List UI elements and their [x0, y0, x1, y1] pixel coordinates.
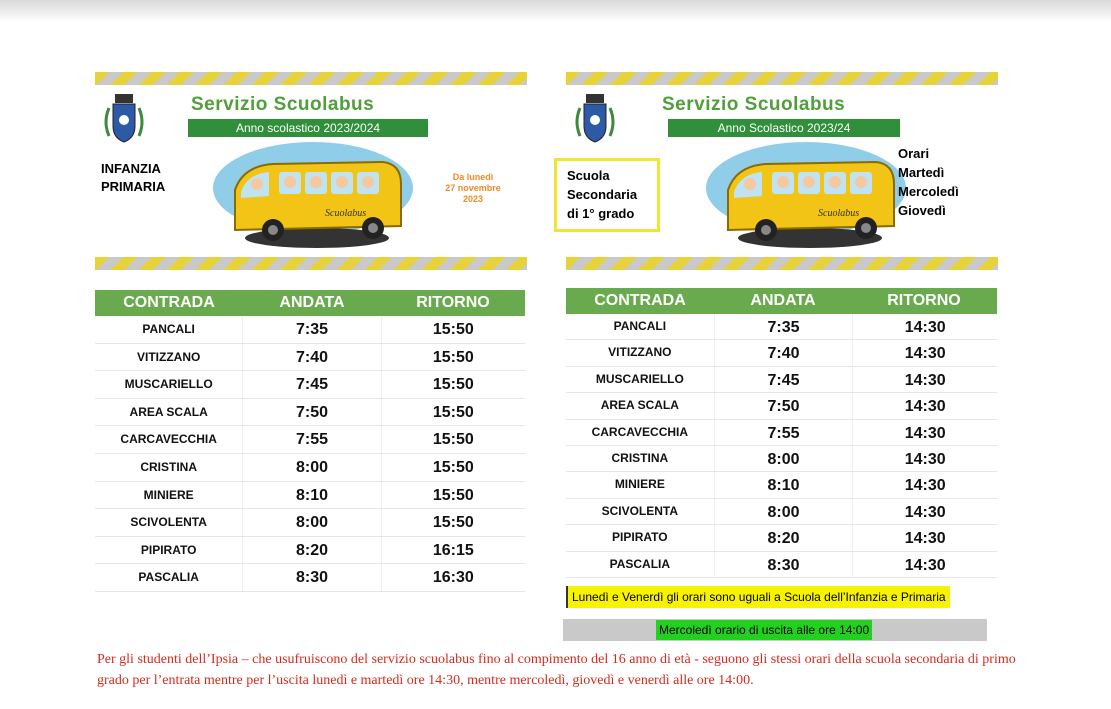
schedule-table-primary [95, 290, 525, 592]
table-row [95, 537, 525, 565]
days-note: Orari Martedì Mercoledì Giovedì [898, 146, 959, 218]
table-row [95, 344, 525, 372]
departure-time: 8:20 [243, 537, 381, 564]
departure-time: 7:45 [715, 367, 854, 392]
stop-name: AREA SCALA [566, 393, 715, 418]
stop-name: VITIZZANO [95, 344, 243, 371]
return-time: 15:50 [432, 348, 474, 366]
departure-time: 7:40 [715, 340, 854, 365]
table-row [566, 367, 997, 393]
return-time: 14:30 [904, 398, 946, 416]
table-row [566, 552, 997, 578]
stop-name: MUSCARIELLO [566, 367, 715, 392]
right-poster-header [566, 72, 998, 272]
hazard-stripe-bottom [95, 257, 527, 270]
hazard-stripe-top [566, 72, 998, 85]
table-header [95, 290, 525, 316]
return-time: 15:50 [432, 321, 474, 338]
table-row [95, 564, 525, 592]
return-time: 14:30 [904, 424, 946, 442]
schedule-table-secondary [566, 288, 997, 578]
return-time: 16:15 [432, 541, 474, 559]
stop-name: AREA SCALA [95, 399, 243, 426]
departure-time: 7:35 [243, 316, 381, 343]
school-bus-icon [213, 140, 413, 252]
departure-time: 7:55 [715, 420, 854, 445]
coat-of-arms-icon [101, 92, 147, 148]
poster-title: Servizio Scuolabus [191, 94, 375, 115]
table-row [95, 316, 525, 344]
header-andata: ANDATA [279, 294, 345, 311]
departure-time: 7:45 [243, 371, 381, 398]
return-time: 15:50 [432, 431, 474, 449]
return-time: 16:30 [432, 569, 474, 587]
top-shadow [0, 0, 1111, 22]
header-contrada: CONTRADA [594, 292, 686, 309]
table-row [566, 393, 997, 419]
header-contrada: CONTRADA [123, 294, 215, 311]
header-andata: ANDATA [750, 292, 816, 309]
stop-name: MUSCARIELLO [95, 371, 243, 398]
table-row [566, 472, 997, 498]
return-time: 14:30 [904, 345, 946, 363]
departure-time: 7:55 [243, 426, 381, 453]
return-time: 14:30 [904, 530, 946, 548]
table-row [566, 420, 997, 446]
table-row [95, 426, 525, 454]
departure-time: 7:40 [243, 344, 381, 371]
table-row [95, 482, 525, 510]
monday-friday-note: Lunedì e Venerdì gli orari sono uguali a Scuola dell’Infanzia e Primaria [566, 586, 950, 608]
table-row [95, 399, 525, 427]
ipsia-footer-note: Per gli studenti dell’Ipsia – che usufruiscono del servizio scuolabus fino al compimento del 16 anno di età - seguono gli stessi orari della scuola secondaria di primo grado per l’entrata mentre per l’uscita lunedì e martedì ore 14:30, mentre mercoledì, giovedì e venerdì alle ore 14:00. [97, 652, 1016, 688]
stop-name: CRISTINA [566, 446, 715, 471]
departure-time: 7:50 [715, 393, 854, 418]
left-poster-header [95, 72, 527, 272]
departure-time: 8:00 [715, 446, 854, 471]
table-row [95, 509, 525, 537]
poster-title: Servizio Scuolabus [662, 94, 846, 115]
departure-time: 7:50 [243, 399, 381, 426]
stop-name: MINIERE [566, 472, 715, 497]
departure-time: 8:30 [715, 552, 854, 577]
table-row [566, 340, 997, 366]
header-ritorno: RITORNO [887, 292, 961, 309]
departure-time: 8:00 [243, 454, 381, 481]
return-time: 14:30 [904, 503, 946, 521]
stop-name: MINIERE [95, 482, 243, 509]
start-date-note: Da lunedì 27 novembre 2023 [445, 172, 501, 204]
school-level-label: INFANZIA PRIMARIA [101, 161, 166, 194]
table-row [566, 314, 997, 340]
return-time: 15:50 [432, 514, 474, 532]
header-ritorno: RITORNO [416, 294, 490, 311]
departure-time: 8:00 [715, 499, 854, 524]
departure-time: 7:35 [715, 314, 854, 339]
return-time: 15:50 [432, 458, 474, 476]
return-time: 14:30 [904, 371, 946, 389]
stop-name: SCIVOLENTA [95, 509, 243, 536]
departure-time: 8:00 [243, 509, 381, 536]
school-year-banner: Anno Scolastico 2023/24 [668, 119, 900, 137]
departure-time: 8:30 [243, 564, 381, 591]
return-time: 15:50 [432, 486, 474, 504]
school-level-box: Scuola Secondaria di 1° grado [554, 158, 660, 232]
bus-label: Scuolabus [325, 208, 367, 219]
hazard-stripe-top [95, 72, 527, 85]
table-row [95, 454, 525, 482]
stop-name: CRISTINA [95, 454, 243, 481]
departure-time: 8:20 [715, 525, 854, 550]
return-time: 15:50 [432, 403, 474, 421]
stop-name: PIPIRATO [95, 537, 243, 564]
stop-name: CARCAVECCHIA [95, 426, 243, 453]
stop-name: PANCALI [566, 314, 715, 339]
hazard-stripe-bottom [566, 257, 998, 270]
table-row [566, 525, 997, 551]
stop-name: PIPIRATO [566, 525, 715, 550]
return-time: 14:30 [904, 477, 946, 495]
stop-name: PASCALIA [566, 552, 715, 577]
school-bus-icon [706, 140, 906, 252]
stop-name: CARCAVECCHIA [566, 420, 715, 445]
coat-of-arms-icon [572, 92, 618, 148]
return-time: 15:50 [432, 376, 474, 394]
return-time: 14:30 [904, 556, 946, 574]
stop-name: VITIZZANO [566, 340, 715, 365]
school-year-banner: Anno scolastico 2023/2024 [188, 119, 428, 137]
table-row [566, 499, 997, 525]
departure-time: 8:10 [243, 482, 381, 509]
bus-label: Scuolabus [818, 208, 860, 219]
stop-name: PASCALIA [95, 564, 243, 591]
stop-name: PANCALI [95, 316, 243, 343]
table-header [566, 288, 997, 314]
departure-time: 8:10 [715, 472, 854, 497]
table-row [566, 446, 997, 472]
stop-name: SCIVOLENTA [566, 499, 715, 524]
wednesday-note: Mercoledì orario di uscita alle ore 14:00 [656, 620, 872, 640]
table-row [95, 371, 525, 399]
return-time: 14:30 [904, 450, 946, 468]
return-time: 14:30 [904, 319, 946, 336]
